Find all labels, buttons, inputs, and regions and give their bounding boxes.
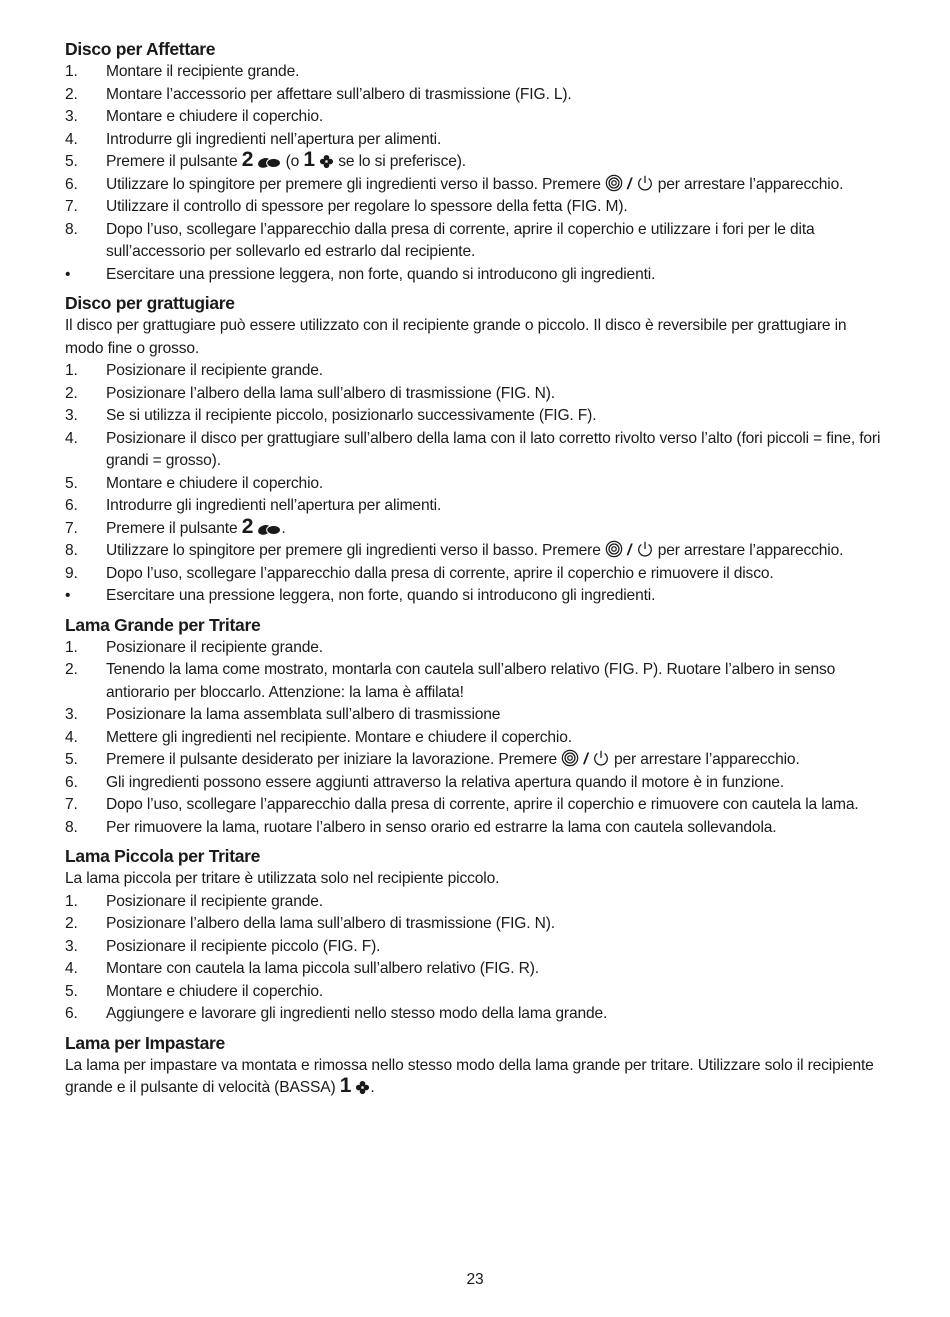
item-number: 4. (65, 429, 78, 447)
list-item (65, 129, 885, 152)
list-item (65, 495, 885, 518)
item-text: Montare e chiudere il coperchio. (106, 982, 324, 1000)
item-text (106, 749, 885, 772)
text-segment: Utilizzare lo spingitore per premere gli ingredienti verso il basso. Premere (106, 175, 601, 193)
list-item (65, 585, 885, 608)
text-segment: La lama per impastare va montata e rimossa nello stesso modo della lama grande per tritare. Utilizzare solo il recipiente grande e il pulsante di velocità (BASSA) (65, 1056, 874, 1096)
item-number: 1. (65, 362, 78, 379)
item-text: Dopo l’uso, scollegare l’apparecchio dalla presa di corrente, aprire il coperchio e utilizzare i fori per le dita sull’accessorio per sollevarlo ed estrarlo dal recipiente. (106, 220, 815, 260)
item-number: 5. (65, 982, 78, 1000)
item-number: 1. (65, 892, 78, 910)
item-number: 3. (65, 407, 78, 424)
item-text: Tenendo la lama come mostrato, montarla con cautela sull’albero relativo (FIG. P). Ruotare l’albero in senso antiorario per bloccarlo. Attenzione: la lama è affilata! (106, 661, 836, 701)
text-segment: Utilizzare lo spingitore per premere gli ingredienti verso il basso. Premere (106, 542, 601, 559)
item-number: 6. (65, 1005, 78, 1022)
item-text: Introdurre gli ingredienti nell’apertura per alimenti. (106, 497, 442, 514)
section-heading: Disco per grattugiare (65, 293, 235, 313)
page-number: 23 (466, 1271, 484, 1288)
section-intro: Il disco per grattugiare può essere utilizzato con il recipiente grande o piccolo. Il disco è reversibile per grattugiare in modo fine o grosso. (65, 317, 847, 357)
item-text: Posizionare l’albero della lama sull’albero di trasmissione (FIG. N). (106, 915, 555, 932)
item-text (106, 540, 885, 563)
item-text: Utilizzare il controllo di spessore per regolare lo spessore della fetta (FIG. M). (106, 198, 628, 215)
spiral-icon (561, 749, 579, 767)
section-heading: Lama Grande per Tritare (65, 614, 261, 635)
list-item (65, 1003, 885, 1026)
speed-2-label: 2 (241, 514, 254, 538)
item-text: Posizionare la lama assemblata sull’albero di trasmissione (106, 706, 501, 723)
text-segment: per arrestare l’apparecchio. (614, 751, 800, 768)
item-text: Posizionare il disco per grattugiare sull’albero della lama con il lato corretto rivolto verso l’alto (fori piccoli = fine, fori grandi = grosso). (106, 429, 881, 469)
item-text: Per rimuovere la lama, ruotare l’albero in senso orario ed estrarre la lama con cautela sollevandola. (106, 818, 777, 836)
item-number: 2. (65, 85, 78, 103)
item-text: Gli ingredienti possono essere aggiunti attraverso la relativa apertura quando il motore è in funzione. (106, 773, 785, 791)
speed-1-label: 1 (303, 148, 315, 171)
slash: / (627, 542, 632, 559)
item-number: 6. (65, 497, 78, 514)
list-item (65, 794, 885, 817)
item-number: 2. (65, 661, 78, 678)
item-text: Montare e chiudere il coperchio. (106, 474, 324, 492)
slash: / (583, 751, 588, 768)
speed-1-label: 1 (339, 1074, 352, 1097)
list-item (65, 772, 885, 795)
item-number: 8. (65, 542, 78, 559)
item-number: 8. (65, 220, 78, 238)
pulse-icon (257, 155, 281, 169)
section-heading: Lama per Impastare (65, 1032, 225, 1053)
item-number: 5. (65, 474, 78, 492)
power-icon (636, 540, 654, 558)
list-item (65, 196, 885, 219)
section-heading: Lama Piccola per Tritare (65, 846, 261, 866)
list-item (65, 219, 885, 264)
item-number: 7. (65, 519, 78, 537)
text-segment: per arrestare l’apparecchio. (657, 542, 844, 559)
list-item (65, 473, 885, 496)
item-text (106, 174, 885, 197)
item-number: 3. (65, 937, 78, 955)
list-item (65, 174, 885, 197)
item-number: 2. (65, 915, 78, 932)
item-number: 4. (65, 130, 78, 148)
text-segment: se lo si preferisce). (338, 153, 466, 170)
text-segment: (o (285, 153, 300, 170)
item-number: 5. (65, 751, 78, 768)
item-text: Montare e chiudere il coperchio. (106, 108, 324, 125)
text-segment: Premere il pulsante desiderato per iniziare la lavorazione. Premere (106, 751, 558, 768)
item-number: 6. (65, 773, 78, 791)
item-text: Se si utilizza il recipiente piccolo, posizionarlo successivamente (FIG. F). (106, 407, 597, 424)
list-item (65, 817, 885, 840)
item-text (106, 514, 885, 541)
text-segment: . (370, 1079, 375, 1096)
low-speed-icon (319, 154, 334, 169)
item-number: 5. (65, 153, 78, 170)
item-text: Dopo l’uso, scollegare l’apparecchio dalla presa di corrente, aprire il coperchio e rimuovere il disco. (106, 564, 774, 582)
item-text: Posizionare il recipiente grande. (106, 892, 323, 910)
item-number: 1. (65, 63, 78, 80)
item-text: Posizionare l’albero della lama sull’albero di trasmissione (FIG. N). (106, 384, 555, 402)
item-number: 4. (65, 728, 78, 746)
item-text: Mettere gli ingredienti nel recipiente. Montare e chiudere il coperchio. (106, 728, 572, 746)
list-item (65, 383, 885, 406)
power-icon (592, 749, 610, 767)
list-item (65, 264, 885, 287)
list-item (65, 61, 885, 84)
list-item (65, 540, 885, 563)
item-number: 6. (65, 175, 78, 193)
list-item (65, 936, 885, 959)
list-item (65, 563, 885, 586)
item-number: 3. (65, 108, 78, 125)
list-item (65, 106, 885, 129)
list-item (65, 958, 885, 981)
item-text: Dopo l’uso, scollegare l’apparecchio dalla presa di corrente, aprire il coperchio e rimuovere con cautela la lama. (106, 796, 859, 813)
section-intro: La lama piccola per tritare è utilizzata solo nel recipiente piccolo. (65, 870, 500, 887)
list-item (65, 749, 885, 772)
item-number: 8. (65, 818, 78, 836)
item-text: Introdurre gli ingredienti nell’apertura per alimenti. (106, 130, 442, 148)
text-segment: Premere il pulsante (106, 153, 238, 170)
pulse-icon (257, 522, 281, 536)
spiral-icon (605, 174, 623, 192)
item-bullet: • (65, 265, 71, 283)
section-heading: Disco per Affettare (65, 39, 216, 59)
speed-2-label: 2 (241, 148, 254, 171)
item-text: Esercitare una pressione leggera, non forte, quando si introducono gli ingredienti. (106, 587, 656, 604)
list-item (65, 704, 885, 727)
list-item (65, 659, 885, 704)
list-item (65, 360, 885, 383)
list-item (65, 428, 885, 473)
item-number: 9. (65, 564, 78, 582)
list-item (65, 913, 885, 936)
section-intro (65, 1055, 885, 1100)
item-text: Montare con cautela la lama piccola sull’albero relativo (FIG. R). (106, 960, 539, 977)
list-item (65, 727, 885, 750)
item-number: 2. (65, 384, 78, 402)
item-text: Montare il recipiente grande. (106, 63, 300, 80)
list-item (65, 891, 885, 914)
item-number: 4. (65, 960, 78, 977)
text-segment: Premere il pulsante (106, 519, 238, 537)
item-text: Posizionare il recipiente piccolo (FIG. F). (106, 937, 381, 955)
item-text: Posizionare il recipiente grande. (106, 362, 323, 379)
item-text: Posizionare il recipiente grande. (106, 638, 323, 656)
power-icon (636, 174, 654, 192)
list-item (65, 148, 885, 174)
item-number: 7. (65, 796, 78, 813)
spiral-icon (605, 540, 623, 558)
item-text: Montare l’accessorio per affettare sull’albero di trasmissione (FIG. L). (106, 85, 572, 103)
item-bullet: • (65, 587, 71, 604)
low-speed-icon (355, 1080, 370, 1095)
list-item (65, 514, 885, 541)
item-number: 3. (65, 706, 78, 723)
list-item (65, 405, 885, 428)
item-text: Aggiungere e lavorare gli ingredienti nello stesso modo della lama grande. (106, 1005, 608, 1022)
item-number: 7. (65, 198, 78, 215)
list-item (65, 981, 885, 1004)
list-item (65, 84, 885, 107)
item-number: 1. (65, 638, 78, 656)
item-text (106, 148, 885, 174)
text-segment: per arrestare l’apparecchio. (657, 175, 844, 193)
slash: / (627, 175, 632, 193)
item-text: Esercitare una pressione leggera, non forte, quando si introducono gli ingredienti. (106, 265, 656, 283)
text-segment: . (281, 519, 286, 537)
list-item (65, 637, 885, 660)
